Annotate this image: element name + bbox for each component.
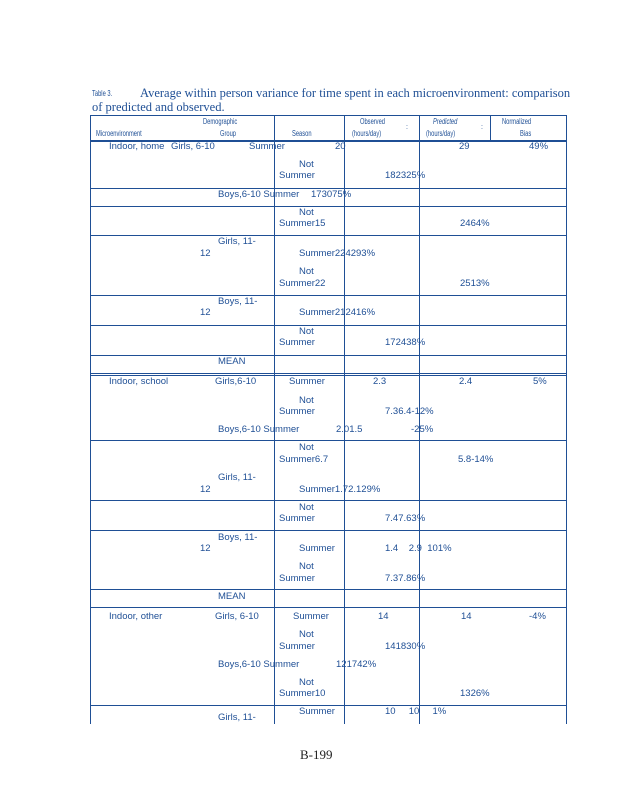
cell-season: Summer — [299, 543, 335, 554]
header-microenvironment: Microenvironment — [96, 129, 142, 138]
cell-season: Summer — [289, 376, 325, 387]
table-caption-line1: Average within person variance for time spent in each microenvironment: comparison — [140, 86, 571, 100]
header-observed-units: (hours/day) — [352, 129, 382, 138]
cell-season: Not — [299, 502, 314, 513]
cell-values: 172438% — [385, 337, 426, 348]
cell-mean: MEAN — [218, 356, 246, 367]
cell-values: 10 10 1% — [385, 706, 447, 717]
header-predicted-units: (hours/day) — [426, 129, 456, 138]
cell-values: 2.01.5 — [336, 424, 363, 435]
cell-season: Summer — [279, 513, 315, 524]
cell-group: Girls, 6-10 — [171, 141, 215, 152]
cell-season: Summer — [279, 170, 315, 181]
cell-group: 12 — [200, 543, 211, 554]
cell-values: 141830% — [385, 641, 426, 652]
cell-mean: MEAN — [218, 591, 246, 602]
cell-group: Girls, 6-10 — [215, 611, 259, 622]
cell-season: Not — [299, 561, 314, 572]
cell-values: 7.37.86% — [385, 573, 426, 584]
cell-group: Boys,6-10 Summer — [218, 424, 300, 435]
table-caption-line2: of predicted and observed. — [92, 100, 225, 114]
cell-season: Not — [299, 207, 314, 218]
cell-group: Girls, 11- — [218, 712, 256, 723]
cell-group: Boys, 11- — [218, 532, 258, 543]
cell-group: 12 — [200, 307, 211, 318]
cell-group: Boys,6-10 Summer — [218, 659, 300, 670]
cell-values: 182325% — [385, 170, 426, 181]
cell-observed: 14 — [378, 611, 389, 622]
header-bias: Normalized — [502, 117, 532, 126]
page-number: B-199 — [300, 747, 333, 762]
cell-season: Summer — [279, 406, 315, 417]
cell-group: 12 — [200, 484, 211, 495]
cell-values: Summer224293% — [299, 248, 376, 259]
cell-bias: -25% — [411, 424, 434, 435]
cell-season: Not — [299, 266, 314, 277]
cell-values: 173075% — [311, 189, 352, 200]
cell-season: Summer — [279, 337, 315, 348]
cell-season: Summer22 — [279, 278, 326, 289]
cell-season: Summer — [293, 611, 329, 622]
cell-predicted: 14 — [461, 611, 472, 622]
cell-bias: -4% — [529, 611, 546, 622]
cell-season: Not — [299, 442, 314, 453]
cell-observed: 20 — [335, 141, 346, 152]
header-demographic: Demographic — [203, 117, 238, 126]
cell-season: Not — [299, 677, 314, 688]
header-colon-2: : — [481, 124, 483, 131]
cell-group: Girls, 11- — [218, 472, 256, 483]
cell-group: Boys, 11- — [218, 296, 258, 307]
cell-values: 1.4 2.9 101% — [385, 543, 452, 554]
header-predicted: Predicted — [433, 117, 458, 126]
cell-season: Not — [299, 159, 314, 170]
cell-microenvironment: Indoor, other — [109, 611, 163, 622]
header-season: Season — [292, 129, 312, 138]
cell-season: Summer — [299, 706, 335, 717]
header-bias-2: Bias — [520, 129, 532, 138]
cell-predicted: 1326% — [460, 688, 490, 699]
header-colon-1: : — [406, 124, 408, 131]
cell-bias: 5% — [533, 376, 547, 387]
cell-microenvironment: Indoor, school — [109, 376, 169, 387]
cell-season: Summer — [279, 641, 315, 652]
cell-season: Summer — [249, 141, 285, 152]
cell-season: Summer — [279, 573, 315, 584]
header-group: Group — [220, 129, 237, 138]
cell-observed: 2.3 — [373, 376, 387, 387]
cell-group: 12 — [200, 248, 211, 259]
cell-predicted: 5.8-14% — [458, 454, 494, 465]
cell-season: Not — [299, 395, 314, 406]
cell-group: Boys,6-10 Summer — [218, 189, 300, 200]
cell-predicted: 29 — [459, 141, 470, 152]
cell-group: Girls, 11- — [218, 236, 256, 247]
cell-values: Summer212416% — [299, 307, 376, 318]
cell-group: Girls,6-10 — [215, 376, 257, 387]
cell-season: Not — [299, 629, 314, 640]
cell-predicted: 2513% — [460, 278, 490, 289]
cell-season: Not — [299, 326, 314, 337]
cell-microenvironment: Indoor, home — [109, 141, 165, 152]
cell-values: 7.36.4-12% — [385, 406, 434, 417]
table-label: Table 3. — [92, 89, 113, 98]
cell-values: 121742% — [336, 659, 377, 670]
cell-season: Summer6.7 — [279, 454, 329, 465]
cell-values: 7.47.63% — [385, 513, 426, 524]
cell-bias: 49% — [529, 141, 549, 152]
header-observed: Observed — [360, 117, 385, 126]
cell-predicted: 2464% — [460, 218, 490, 229]
cell-season: Summer10 — [279, 688, 326, 699]
cell-predicted: 2.4 — [459, 376, 473, 387]
cell-season: Summer15 — [279, 218, 326, 229]
cell-values: Summer1.72.129% — [299, 484, 381, 495]
